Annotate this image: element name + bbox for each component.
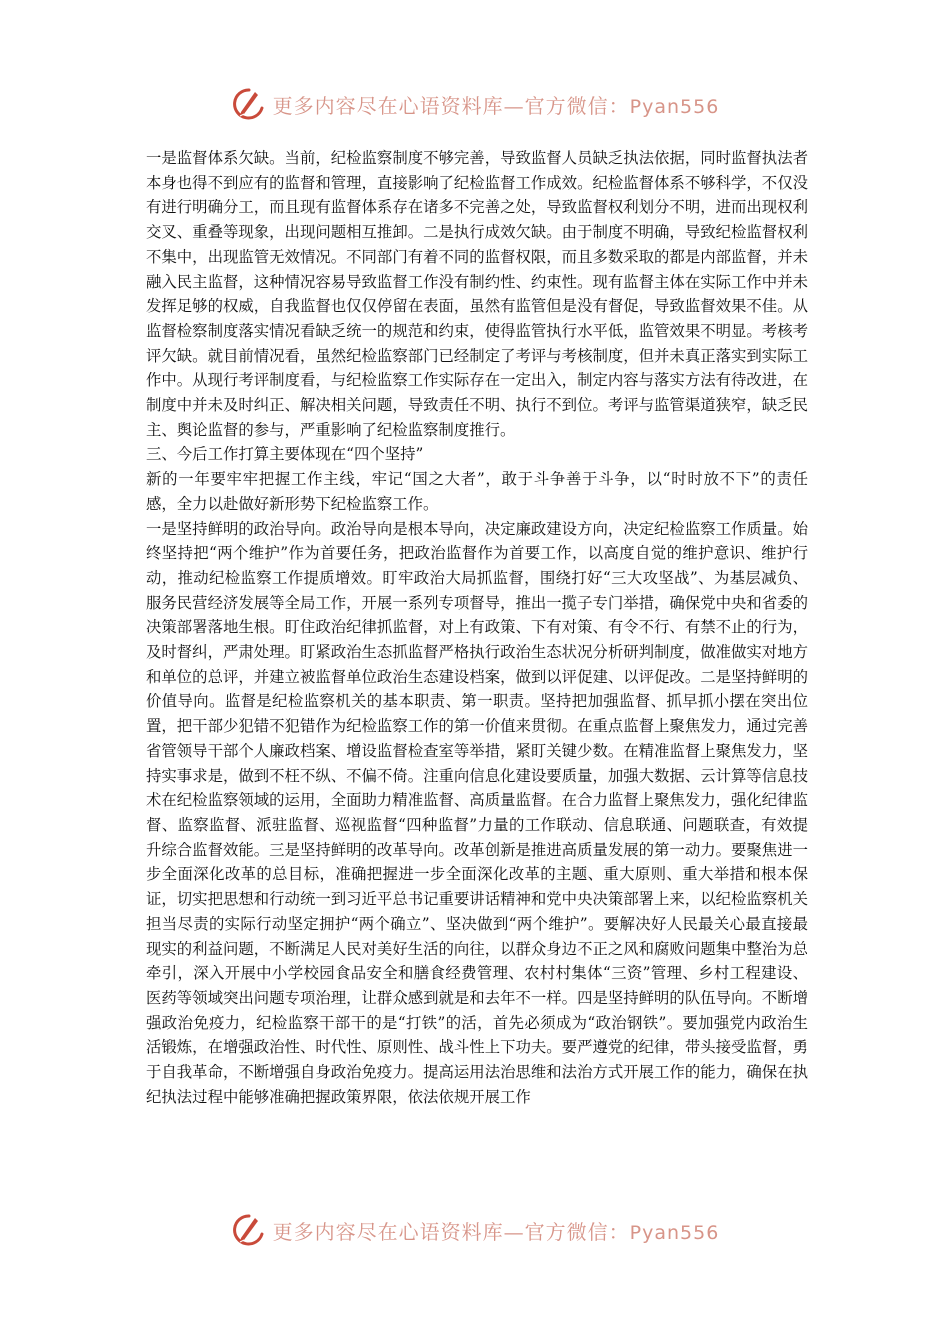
footer-banner-label: 更多内容尽在心语资料库—官方微信：: [272, 1219, 630, 1244]
footer-wechat-id: Pyan556: [629, 1221, 720, 1244]
document-body: [146, 146, 808, 1109]
section-heading-four-persistences: 三、今后工作打算主要体现在“四个坚持”: [146, 445, 424, 464]
header-banner-inner: [231, 86, 720, 122]
paragraph-new-year-intro: 新的一年要牢牢把握工作主线，牢记“国之大者”，敢于斗争善于斗争，以“时时放不下”的责任感，全力以赴做好新形势下纪检监察工作。: [146, 470, 808, 513]
footer-banner: [0, 1210, 950, 1250]
pen-circle-logo-icon: [231, 86, 267, 122]
header-wechat-id: Pyan556: [629, 95, 720, 118]
footer-banner-inner: [231, 1212, 720, 1248]
header-banner-text: [273, 90, 720, 119]
paragraph-supervision-deficiency: 一是监督体系欠缺。当前，纪检监察制度不够完善，导致监督人员缺乏执法依据，同时监督执法者本身也得不到应有的监督和管理，直接影响了纪检监督工作成效。纪检监督体系不够科学，不仅没有进行明确分工，而且现有监督体系存在诸多不完善之处，导致监督权利划分不明，进而出现权利交叉、重叠等现象，出现问题相互推卸。二是执行成效欠缺。由于制度不明确，导致纪检监督权利不集中，出现监管无效情况。不同部门有着不同的监督权限，而且多数采取的都是内部监督，并未融入民主监督，这种情况容易导致监督工作没有制约性、约束性。现有监督主体在实际工作中并未发挥足够的权威，自我监督也仅仅停留在表面，虽然有监管但是没有督促，导致监督效果不佳。从监督检察制度落实情况看缺乏统一的规范和约束，使得监管执行水平低，监管效果不明显。考核考评欠缺。就目前情况看，虽然纪检监察部门已经制定了考评与考核制度，但并未真正落实到实际工作中。从现行考评制度看，与纪检监察工作实际存在一定出入，制定内容与落实方法有待改进，在制度中并未及时纠正、解决相关问题，导致责任不明、执行不到位。考评与监管渠道狭窄，缺乏民主、舆论监督的参与，严重影响了纪检监察制度推行。: [146, 149, 808, 439]
footer-banner-text: [273, 1216, 720, 1245]
pen-circle-logo-icon: [231, 1212, 267, 1248]
header-banner-label: 更多内容尽在心语资料库—官方微信：: [272, 93, 630, 118]
header-banner: [0, 84, 950, 124]
paragraph-four-persistences-detail: 一是坚持鲜明的政治导向。政治导向是根本导向，决定廉政建设方向，决定纪检监察工作质量。始终坚持把“两个维护”作为首要任务，把政治监督作为首要工作，以高度自觉的维护意识、维护行动，推动纪检监察工作提质增效。盯牢政治大局抓监督，围绕打好“三大攻坚战”、为基层减负、服务民营经济发展等全局工作，开展一系列专项督导，推出一揽子专门举措，确保党中央和省委的决策部署落地生根。盯住政治纪律抓监督，对上有政策、下有对策、有令不行、有禁不止的行为，及时督纠，严肃处理。盯紧政治生态抓监督严格执行政治生态状况分析研判制度，做准做实对地方和单位的总评，并建立被监督单位政治生态建设档案，做到以评促建、以评促改。二是坚持鲜明的价值导向。监督是纪检监察机关的基本职责、第一职责。坚持把加强监督、抓早抓小摆在突出位置，把干部少犯错不犯错作为纪检监察工作的第一价值来贯彻。在重点监督上聚焦发力，通过完善省管领导干部个人廉政档案、增设监督检查室等举措，紧盯关键少数。在精准监督上聚焦发力，坚持实事求是，做到不枉不纵、不偏不倚。注重向信息化建设要质量，加强大数据、云计算等信息技术在纪检监察领域的运用，全面助力精准监督、高质量监督。在合力监督上聚焦发力，强化纪律监督、监察监督、派驻监督、巡视监督“四种监督”力量的工作联动、信息联通、问题联查，有效提升综合监督效能。三是坚持鲜明的改革导向。改革创新是推进高质量发展的第一动力。要聚焦进一步全面深化改革的总目标，准确把握进一步全面深化改革的主题、重大原则、重大举措和根本保证，切实把思想和行动统一到习近平总书记重要讲话精神和党中央决策部署上来，以纪检监察机关担当尽责的实际行动坚定拥护“两个确立”、坚决做到“两个维护”。要解决好人民最关心最直接最现实的利益问题，不断满足人民对美好生活的向往，以群众身边不正之风和腐败问题集中整治为总牵引，深入开展中小学校园食品安全和膳食经费管理、农村村集体“三资”管理、乡村工程建设、医药等领域突出问题专项治理，让群众感到就是和去年不一样。四是坚持鲜明的队伍导向。不断增强政治免疫力，纪检监察干部干的是“打铁”的活，首先必须成为“政治钢铁”。要加强党内政治生活锻炼，在增强政治性、时代性、原则性、战斗性上下功夫。要严遵党的纪律，带头接受监督，勇于自我革命，不断增强自身政治免疫力。提高运用法治思维和法治方式开展工作的能力，确保在执纪执法过程中能够准确把握政策界限，依法依规开展工作: [146, 519, 808, 1106]
